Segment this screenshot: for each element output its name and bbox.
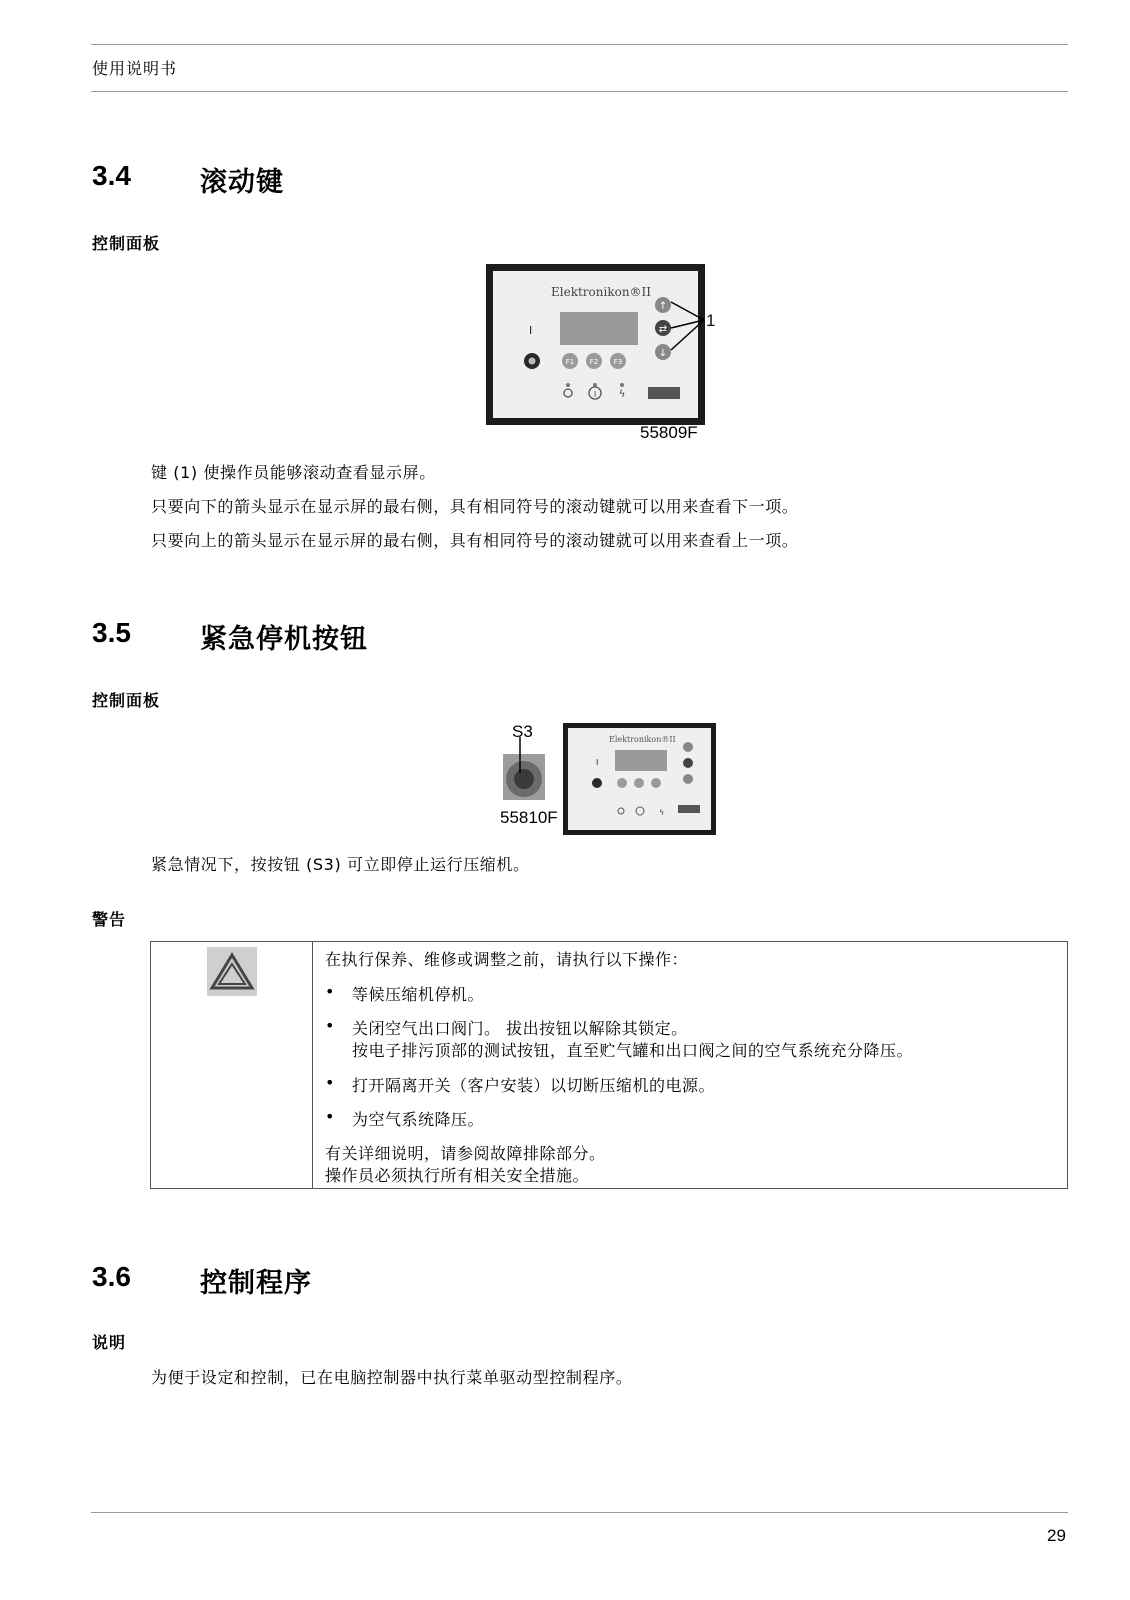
section-3-4-paragraph-3: 只要向上的箭头显示在显示屏的最右侧，具有相同符号的滚动键就可以用来查看上一项。 [151,531,799,550]
controller-panel-figure [486,264,733,448]
section-3-6-subheading: 说明 [92,1333,127,1352]
section-3-5-subheading: 控制面板 [92,691,161,710]
warning-footer-line-2: 操作员必须执行所有相关安全措施。 [325,1166,590,1185]
section-3-4-number: 3.4 [92,160,131,191]
warning-bullet-4: • 为空气系统降压。 [325,1107,485,1129]
svg-text:I: I [596,758,599,767]
section-3-4-paragraph-1: 键 (1) 使操作员能够滚动查看显示屏。 [151,463,436,482]
svg-text:↓: ↓ [658,348,668,359]
figure-label-s3: S3 [512,722,533,741]
warning-bullet-1: • 等候压缩机停机。 [325,982,485,1004]
warning-heading: 警告 [92,910,127,929]
svg-text:ϟ: ϟ [659,808,665,817]
footer-rule [91,1512,1068,1513]
page-number: 29 [1047,1526,1066,1545]
section-3-4-subheading: 控制面板 [92,234,161,253]
header-title: 使用说明书 [92,59,178,78]
warning-icon-cell [151,942,313,1188]
section-3-4-title: 滚动键 [200,167,284,198]
svg-text:1: 1 [706,311,716,330]
svg-text:Elektronikon®II: Elektronikon®II [609,735,676,744]
svg-text:Elektronikon®II: Elektronikon®II [551,285,652,299]
svg-text:⇄: ⇄ [658,324,668,335]
warning-bullet-3: • 打开隔离开关（客户安装）以切断压缩机的电源。 [325,1073,716,1095]
svg-text:F2: F2 [589,358,599,366]
svg-text:↑: ↑ [658,301,668,312]
warning-table [150,941,1068,1189]
svg-text:F1: F1 [565,358,575,366]
figure-code-55810F: 55810F [500,808,558,827]
warning-bullet-2: • 关闭空气出口阀门。 拔出按钮以解除其锁定。 [325,1016,688,1038]
section-3-5-title: 紧急停机按钮 [200,624,368,655]
section-3-6-paragraph: 为便于设定和控制，已在电脑控制器中执行菜单驱动型控制程序。 [151,1368,633,1387]
header-top-rule [91,44,1068,45]
section-3-6-title: 控制程序 [200,1268,312,1299]
header-bottom-rule [91,91,1068,92]
controller-panel-drawing [486,264,733,448]
svg-text:I: I [593,390,597,399]
warning-footer-line-1: 有关详细说明，请参阅故障排除部分。 [325,1144,606,1163]
section-3-6-number: 3.6 [92,1261,131,1292]
warning-bullet-2-continuation: 按电子排污顶部的测试按钮，直至贮气罐和出口阀之间的空气系统充分降压。 [352,1041,914,1060]
warning-triangle-icon [207,947,257,996]
figure-code-55809F: 55809F [640,423,698,442]
svg-text:I: I [529,324,533,337]
svg-text:F3: F3 [613,358,623,366]
display-screen [560,312,638,345]
section-3-5-number: 3.5 [92,617,131,648]
section-3-5-paragraph: 紧急情况下，按按钮 (S3) 可立即停止运行压缩机。 [151,855,530,874]
warning-intro: 在执行保养、维修或调整之前，请执行以下操作： [325,950,689,969]
section-3-4-paragraph-2: 只要向下的箭头显示在显示屏的最右侧，具有相同符号的滚动键就可以用来查看下一项。 [151,497,799,516]
svg-text:ϟ: ϟ [618,389,626,400]
